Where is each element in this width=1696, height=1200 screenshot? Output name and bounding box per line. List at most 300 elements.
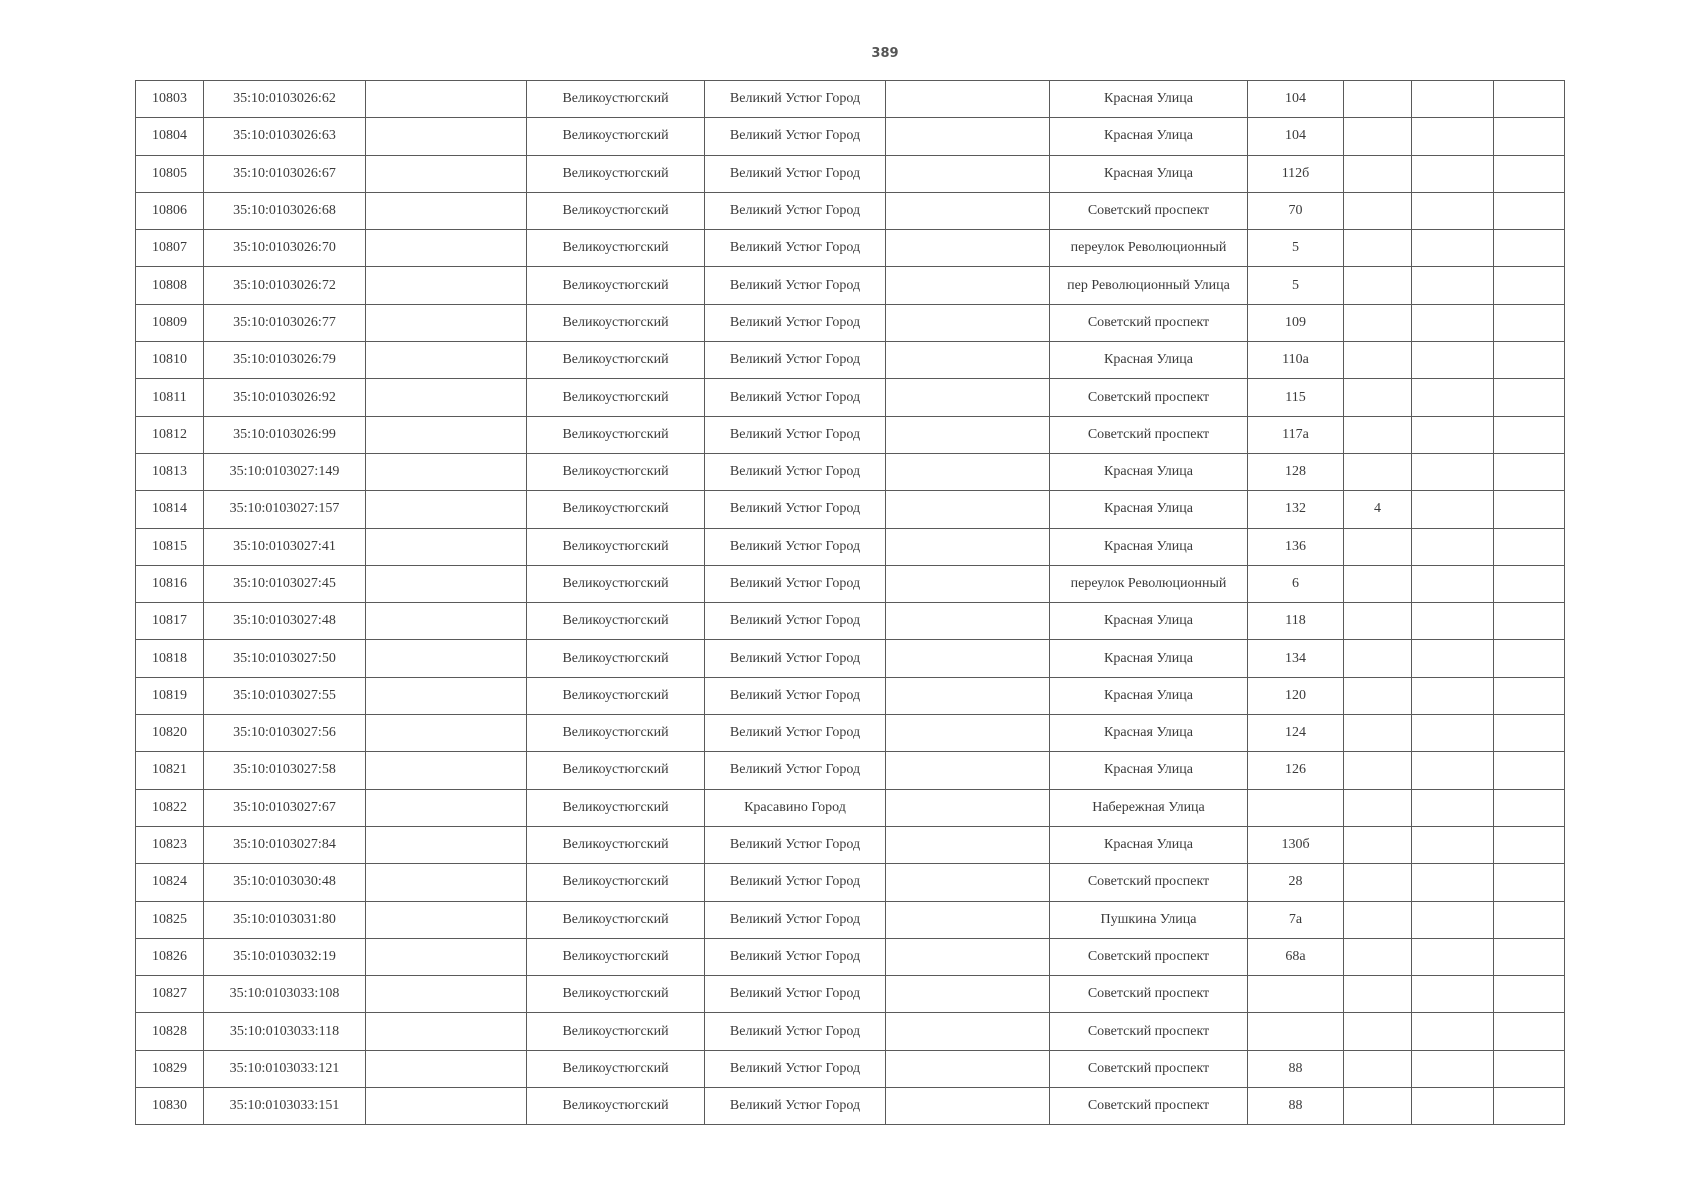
street-cell: Советский проспект [1050,938,1248,975]
district-cell: Великоустюгский [527,565,705,602]
empty-cell [886,192,1050,229]
cadastral-number-cell: 35:10:0103033:151 [204,1088,366,1125]
cadastral-number-cell: 35:10:0103026:77 [204,304,366,341]
empty-cell [1494,752,1565,789]
house-number-cell: 130б [1248,826,1344,863]
locality-cell: Великий Устюг Город [705,715,886,752]
empty-cell [366,192,527,229]
house-number-cell: 5 [1248,230,1344,267]
empty-cell [1494,640,1565,677]
empty-cell [1412,603,1494,640]
district-cell: Великоустюгский [527,789,705,826]
table-row [136,565,1565,602]
table-row [136,304,1565,341]
district-cell: Великоустюгский [527,677,705,714]
empty-cell [366,1088,527,1125]
district-cell: Великоустюгский [527,453,705,490]
locality-cell: Великий Устюг Город [705,491,886,528]
cadastral-number-cell: 35:10:0103027:56 [204,715,366,752]
locality-cell: Великий Устюг Город [705,230,886,267]
cadastral-number-cell: 35:10:0103027:67 [204,789,366,826]
page-number: 389 [871,46,899,61]
empty-cell [1494,491,1565,528]
cadastral-number-cell: 35:10:0103030:48 [204,864,366,901]
cadastral-number-cell: 35:10:0103026:92 [204,379,366,416]
row-number-cell: 10811 [136,379,204,416]
locality-cell: Великий Устюг Город [705,528,886,565]
empty-cell [886,864,1050,901]
empty-cell [366,379,527,416]
extra-cell [1344,603,1412,640]
extra-cell: 4 [1344,491,1412,528]
row-number-cell: 10806 [136,192,204,229]
row-number-cell: 10822 [136,789,204,826]
extra-cell [1344,752,1412,789]
row-number-cell: 10830 [136,1088,204,1125]
empty-cell [366,715,527,752]
empty-cell [1412,342,1494,379]
cadastral-number-cell: 35:10:0103027:58 [204,752,366,789]
empty-cell [1412,864,1494,901]
district-cell: Великоустюгский [527,155,705,192]
extra-cell [1344,267,1412,304]
table-row [136,118,1565,155]
row-number-cell: 10820 [136,715,204,752]
empty-cell [1412,1088,1494,1125]
table-row [136,81,1565,118]
cadastral-number-cell: 35:10:0103033:118 [204,1013,366,1050]
extra-cell [1344,715,1412,752]
row-number-cell: 10817 [136,603,204,640]
locality-cell: Великий Устюг Город [705,379,886,416]
cadastral-number-cell: 35:10:0103033:121 [204,1050,366,1087]
empty-cell [366,528,527,565]
row-number-cell: 10815 [136,528,204,565]
house-number-cell: 118 [1248,603,1344,640]
empty-cell [886,491,1050,528]
table-row [136,528,1565,565]
locality-cell: Великий Устюг Город [705,901,886,938]
table-row [136,677,1565,714]
empty-cell [886,453,1050,490]
empty-cell [886,342,1050,379]
empty-cell [1494,304,1565,341]
cadastral-number-cell: 35:10:0103027:45 [204,565,366,602]
street-cell: Красная Улица [1050,491,1248,528]
row-number-cell: 10813 [136,453,204,490]
street-cell: переулок Революционный [1050,230,1248,267]
street-cell: Красная Улица [1050,640,1248,677]
empty-cell [1494,379,1565,416]
house-number-cell: 88 [1248,1050,1344,1087]
cadastral-number-cell: 35:10:0103026:70 [204,230,366,267]
locality-cell: Красавино Город [705,789,886,826]
district-cell: Великоустюгский [527,938,705,975]
empty-cell [366,1050,527,1087]
table-row [136,491,1565,528]
house-number-cell: 104 [1248,118,1344,155]
locality-cell: Великий Устюг Город [705,640,886,677]
empty-cell [1412,901,1494,938]
cadastral-number-cell: 35:10:0103026:67 [204,155,366,192]
locality-cell: Великий Устюг Город [705,118,886,155]
row-number-cell: 10804 [136,118,204,155]
empty-cell [886,118,1050,155]
house-number-cell: 120 [1248,677,1344,714]
district-cell: Великоустюгский [527,640,705,677]
empty-cell [1494,230,1565,267]
row-number-cell: 10814 [136,491,204,528]
empty-cell [1412,715,1494,752]
locality-cell: Великий Устюг Город [705,342,886,379]
empty-cell [1412,1013,1494,1050]
street-cell: Советский проспект [1050,976,1248,1013]
empty-cell [1412,118,1494,155]
district-cell: Великоустюгский [527,118,705,155]
empty-cell [886,379,1050,416]
empty-cell [886,789,1050,826]
extra-cell [1344,230,1412,267]
empty-cell [1494,267,1565,304]
table-row [136,901,1565,938]
empty-cell [366,752,527,789]
table-row [136,789,1565,826]
empty-cell [886,901,1050,938]
house-number-cell [1248,976,1344,1013]
street-cell: Советский проспект [1050,864,1248,901]
locality-cell: Великий Устюг Город [705,267,886,304]
empty-cell [886,267,1050,304]
house-number-cell: 115 [1248,379,1344,416]
district-cell: Великоустюгский [527,976,705,1013]
house-number-cell: 110а [1248,342,1344,379]
house-number-cell: 7а [1248,901,1344,938]
locality-cell: Великий Устюг Город [705,81,886,118]
house-number-cell [1248,789,1344,826]
table-row [136,416,1565,453]
table-row [136,230,1565,267]
empty-cell [886,715,1050,752]
empty-cell [1494,938,1565,975]
empty-cell [1494,81,1565,118]
empty-cell [366,1013,527,1050]
street-cell: Советский проспект [1050,416,1248,453]
row-number-cell: 10823 [136,826,204,863]
street-cell: Красная Улица [1050,81,1248,118]
row-number-cell: 10808 [136,267,204,304]
house-number-cell: 88 [1248,1088,1344,1125]
extra-cell [1344,416,1412,453]
street-cell: Пушкина Улица [1050,901,1248,938]
empty-cell [1412,267,1494,304]
extra-cell [1344,379,1412,416]
cadastral-number-cell: 35:10:0103027:84 [204,826,366,863]
empty-cell [886,416,1050,453]
table-row [136,342,1565,379]
table-row [136,640,1565,677]
district-cell: Великоустюгский [527,901,705,938]
empty-cell [1412,938,1494,975]
house-number-cell: 68а [1248,938,1344,975]
street-cell: Красная Улица [1050,342,1248,379]
empty-cell [1494,864,1565,901]
district-cell: Великоустюгский [527,826,705,863]
empty-cell [366,864,527,901]
house-number-cell: 132 [1248,491,1344,528]
empty-cell [886,1050,1050,1087]
street-cell: Советский проспект [1050,379,1248,416]
row-number-cell: 10803 [136,81,204,118]
table-row [136,976,1565,1013]
extra-cell [1344,1050,1412,1087]
empty-cell [1412,677,1494,714]
empty-cell [1494,192,1565,229]
row-number-cell: 10810 [136,342,204,379]
empty-cell [1494,826,1565,863]
extra-cell [1344,342,1412,379]
table-row [136,1088,1565,1125]
empty-cell [1412,379,1494,416]
empty-cell [1412,752,1494,789]
street-cell: переулок Революционный [1050,565,1248,602]
row-number-cell: 10818 [136,640,204,677]
house-number-cell: 136 [1248,528,1344,565]
locality-cell: Великий Устюг Город [705,1050,886,1087]
table-row [136,1050,1565,1087]
cadastral-number-cell: 35:10:0103027:41 [204,528,366,565]
empty-cell [366,81,527,118]
extra-cell [1344,826,1412,863]
extra-cell [1344,528,1412,565]
row-number-cell: 10805 [136,155,204,192]
house-number-cell: 128 [1248,453,1344,490]
extra-cell [1344,1088,1412,1125]
district-cell: Великоустюгский [527,267,705,304]
table-row [136,715,1565,752]
house-number-cell: 109 [1248,304,1344,341]
house-number-cell: 6 [1248,565,1344,602]
empty-cell [1412,640,1494,677]
row-number-cell: 10819 [136,677,204,714]
cadastral-number-cell: 35:10:0103027:157 [204,491,366,528]
row-number-cell: 10826 [136,938,204,975]
street-cell: Советский проспект [1050,304,1248,341]
house-number-cell [1248,1013,1344,1050]
empty-cell [1412,826,1494,863]
street-cell: Красная Улица [1050,528,1248,565]
empty-cell [366,304,527,341]
empty-cell [1412,416,1494,453]
extra-cell [1344,81,1412,118]
district-cell: Великоустюгский [527,304,705,341]
street-cell: пер Революционный Улица [1050,267,1248,304]
extra-cell [1344,155,1412,192]
empty-cell [886,1088,1050,1125]
street-cell: Красная Улица [1050,677,1248,714]
empty-cell [366,491,527,528]
empty-cell [366,677,527,714]
row-number-cell: 10824 [136,864,204,901]
empty-cell [1412,1050,1494,1087]
district-cell: Великоустюгский [527,416,705,453]
extra-cell [1344,1013,1412,1050]
empty-cell [1494,528,1565,565]
empty-cell [366,155,527,192]
district-cell: Великоустюгский [527,752,705,789]
extra-cell [1344,565,1412,602]
house-number-cell: 117а [1248,416,1344,453]
extra-cell [1344,640,1412,677]
district-cell: Великоустюгский [527,1088,705,1125]
cadastral-number-cell: 35:10:0103027:48 [204,603,366,640]
row-number-cell: 10827 [136,976,204,1013]
empty-cell [1412,789,1494,826]
table-row [136,752,1565,789]
row-number-cell: 10807 [136,230,204,267]
cadastral-number-cell: 35:10:0103026:99 [204,416,366,453]
empty-cell [366,416,527,453]
street-cell: Красная Улица [1050,752,1248,789]
table-row [136,267,1565,304]
district-cell: Великоустюгский [527,192,705,229]
table-row [136,453,1565,490]
empty-cell [886,752,1050,789]
registry-table-body [136,81,1565,1125]
row-number-cell: 10828 [136,1013,204,1050]
empty-cell [1494,715,1565,752]
street-cell: Советский проспект [1050,1088,1248,1125]
extra-cell [1344,453,1412,490]
cadastral-number-cell: 35:10:0103026:63 [204,118,366,155]
locality-cell: Великий Устюг Город [705,826,886,863]
locality-cell: Великий Устюг Город [705,304,886,341]
street-cell: Красная Улица [1050,603,1248,640]
house-number-cell: 112б [1248,155,1344,192]
row-number-cell: 10821 [136,752,204,789]
cadastral-number-cell: 35:10:0103033:108 [204,976,366,1013]
empty-cell [1494,603,1565,640]
district-cell: Великоустюгский [527,715,705,752]
locality-cell: Великий Устюг Город [705,155,886,192]
empty-cell [366,118,527,155]
locality-cell: Великий Устюг Город [705,677,886,714]
district-cell: Великоустюгский [527,230,705,267]
empty-cell [886,155,1050,192]
extra-cell [1344,976,1412,1013]
cadastral-number-cell: 35:10:0103026:68 [204,192,366,229]
empty-cell [1494,155,1565,192]
registry-table [135,80,1565,1125]
empty-cell [1494,1050,1565,1087]
empty-cell [1412,453,1494,490]
empty-cell [366,789,527,826]
empty-cell [1412,565,1494,602]
empty-cell [366,826,527,863]
street-cell: Красная Улица [1050,826,1248,863]
empty-cell [1494,789,1565,826]
district-cell: Великоустюгский [527,379,705,416]
district-cell: Великоустюгский [527,491,705,528]
empty-cell [366,267,527,304]
table-row [136,864,1565,901]
house-number-cell: 104 [1248,81,1344,118]
cadastral-number-cell: 35:10:0103026:72 [204,267,366,304]
cadastral-number-cell: 35:10:0103032:19 [204,938,366,975]
empty-cell [886,938,1050,975]
district-cell: Великоустюгский [527,1013,705,1050]
empty-cell [1412,155,1494,192]
extra-cell [1344,938,1412,975]
empty-cell [366,976,527,1013]
empty-cell [1412,491,1494,528]
district-cell: Великоустюгский [527,81,705,118]
empty-cell [366,603,527,640]
empty-cell [886,81,1050,118]
table-row [136,155,1565,192]
empty-cell [366,230,527,267]
locality-cell: Великий Устюг Город [705,1013,886,1050]
district-cell: Великоустюгский [527,342,705,379]
cadastral-number-cell: 35:10:0103031:80 [204,901,366,938]
cadastral-number-cell: 35:10:0103026:79 [204,342,366,379]
empty-cell [886,1013,1050,1050]
locality-cell: Великий Устюг Город [705,603,886,640]
district-cell: Великоустюгский [527,528,705,565]
empty-cell [1412,976,1494,1013]
empty-cell [1412,528,1494,565]
house-number-cell: 134 [1248,640,1344,677]
district-cell: Великоустюгский [527,864,705,901]
street-cell: Советский проспект [1050,192,1248,229]
table-row [136,379,1565,416]
table-row [136,938,1565,975]
district-cell: Великоустюгский [527,1050,705,1087]
empty-cell [1494,976,1565,1013]
locality-cell: Великий Устюг Город [705,1088,886,1125]
locality-cell: Великий Устюг Город [705,864,886,901]
empty-cell [366,901,527,938]
locality-cell: Великий Устюг Город [705,938,886,975]
cadastral-number-cell: 35:10:0103027:149 [204,453,366,490]
house-number-cell: 70 [1248,192,1344,229]
street-cell: Советский проспект [1050,1013,1248,1050]
empty-cell [366,565,527,602]
empty-cell [886,976,1050,1013]
table-row [136,1013,1565,1050]
house-number-cell: 124 [1248,715,1344,752]
empty-cell [1412,81,1494,118]
empty-cell [1412,230,1494,267]
extra-cell [1344,304,1412,341]
empty-cell [1494,677,1565,714]
empty-cell [1494,453,1565,490]
locality-cell: Великий Устюг Город [705,976,886,1013]
row-number-cell: 10829 [136,1050,204,1087]
locality-cell: Великий Устюг Город [705,416,886,453]
empty-cell [886,603,1050,640]
extra-cell [1344,192,1412,229]
empty-cell [366,342,527,379]
empty-cell [886,677,1050,714]
extra-cell [1344,864,1412,901]
cadastral-number-cell: 35:10:0103027:55 [204,677,366,714]
extra-cell [1344,789,1412,826]
empty-cell [1494,416,1565,453]
empty-cell [886,640,1050,677]
empty-cell [366,640,527,677]
street-cell: Красная Улица [1050,155,1248,192]
empty-cell [366,938,527,975]
